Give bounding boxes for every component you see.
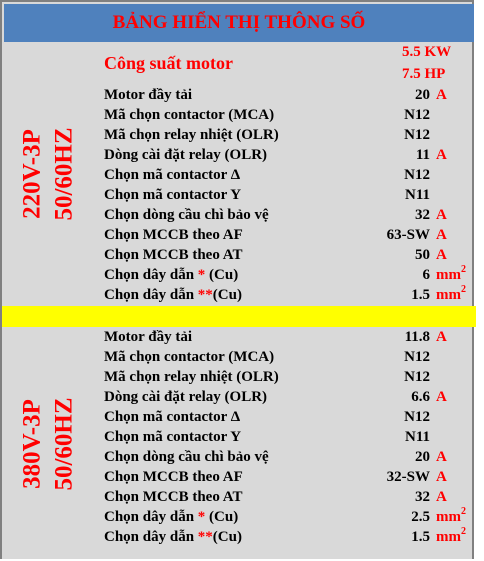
motor-power-kw-unit: KW bbox=[424, 44, 452, 60]
param-row: Chọn MCCB theo AT 32 A bbox=[104, 489, 447, 505]
param-row: Chọn MCCB theo AF 63-SW A bbox=[104, 227, 447, 243]
param-row: Chọn mã contactor Y N11 bbox=[104, 429, 430, 445]
wire-row: Chọn dây dẫn **(Cu) 1.5 $mm^2$ bbox=[104, 526, 466, 545]
motor-power-hp-value: 7.5 bbox=[402, 66, 421, 82]
motor-power-kw-value: 5.5 bbox=[402, 44, 421, 60]
wire-row: Chọn dây dẫn **(Cu) 1.5 $mm^2$ bbox=[104, 284, 466, 303]
wire-row: Chọn dây dẫn * (Cu) 6 $mm^2$ bbox=[104, 264, 466, 283]
param-row: Chọn mã contactor Y N11 bbox=[104, 187, 430, 203]
param-row: Mã chọn contactor (MCA) N12 bbox=[104, 349, 430, 365]
section-220v bbox=[4, 42, 474, 306]
panel-title: BẢNG HIỂN THỊ THÔNG SỐ bbox=[4, 4, 474, 42]
param-row: Motor đầy tải 11.8 A bbox=[104, 329, 447, 345]
motor-power-hp-unit: HP bbox=[424, 66, 446, 82]
section-220v-label bbox=[4, 42, 94, 306]
param-row: Chọn dòng cầu chì bảo vệ 20 A bbox=[104, 449, 447, 465]
param-row: Chọn dòng cầu chì bảo vệ 32 A bbox=[104, 207, 447, 223]
motor-power-label: Công suất motor bbox=[104, 53, 233, 73]
param-row: Motor đầy tải 20 A bbox=[104, 87, 447, 103]
param-row: Chọn mã contactor Δ N12 bbox=[104, 167, 430, 183]
motor-power-kw bbox=[402, 44, 474, 61]
frequency-label: 50/60HZ bbox=[51, 397, 79, 491]
param-row: Mã chọn contactor (MCA) N12 bbox=[104, 107, 430, 123]
section-380v bbox=[4, 327, 474, 561]
param-row: Chọn MCCB theo AF 32-SW A bbox=[104, 469, 447, 485]
param-row: Mã chọn relay nhiệt (OLR) N12 bbox=[104, 127, 430, 143]
param-row: Dòng cài đặt relay (OLR) 6.6 A bbox=[104, 389, 447, 405]
param-row: Chọn mã contactor Δ N12 bbox=[104, 409, 430, 425]
param-row: Mã chọn relay nhiệt (OLR) N12 bbox=[104, 369, 430, 385]
voltage-label: 220V-3P bbox=[19, 129, 47, 219]
wire-row: Chọn dây dẫn * (Cu) 2.5 $mm^2$ bbox=[104, 506, 466, 525]
param-row: Chọn MCCB theo AT 50 A bbox=[104, 247, 447, 263]
section-380v-label bbox=[4, 327, 94, 561]
frequency-label: 50/60HZ bbox=[51, 127, 79, 221]
param-row: Dòng cài đặt relay (OLR) 11 A bbox=[104, 147, 447, 163]
section-divider bbox=[2, 306, 476, 327]
voltage-label: 380V-3P bbox=[19, 399, 47, 489]
motor-power-hp bbox=[402, 66, 474, 83]
